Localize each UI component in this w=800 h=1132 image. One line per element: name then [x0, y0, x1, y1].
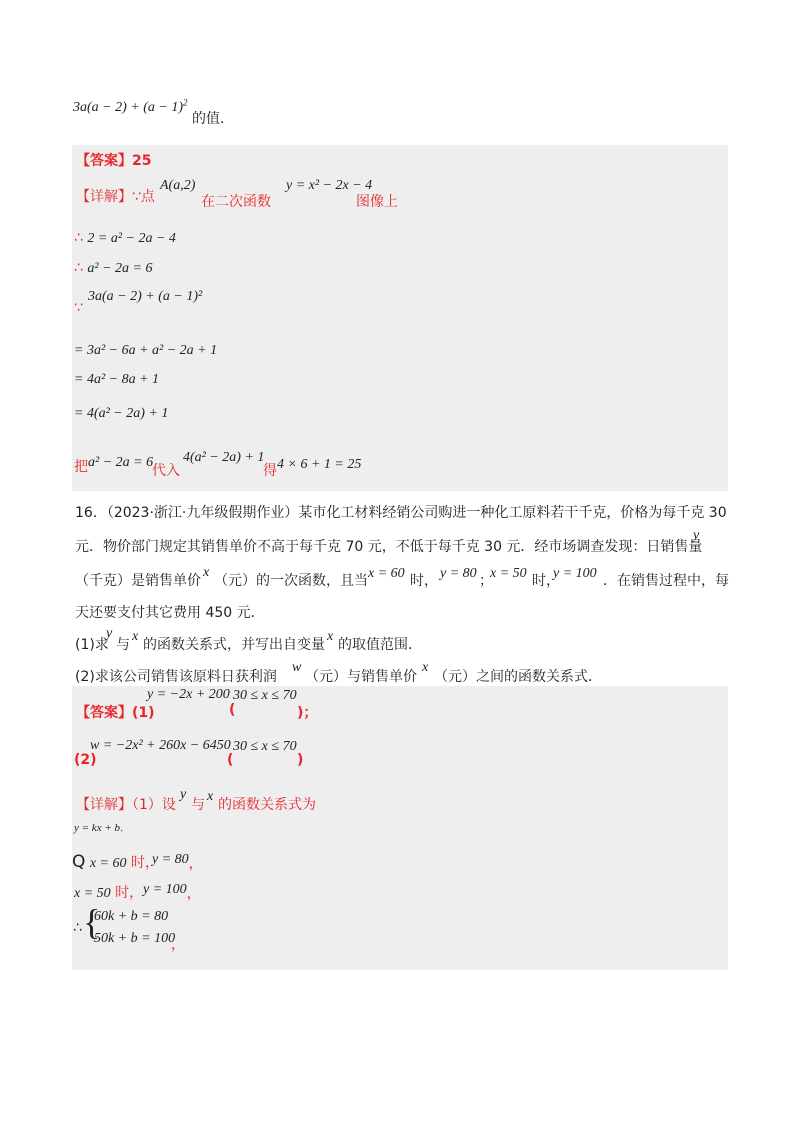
system-eq-1: 60k + b = 80 — [94, 909, 169, 924]
step-3-expr: 3a(a − 2) + (a − 1)² — [88, 289, 203, 304]
cond-line-2-y — [143, 878, 201, 902]
q1-x2: x — [327, 629, 334, 644]
answer-range-2: 30 ≤ x ≤ 70 — [233, 739, 297, 754]
q2-b: （元）与销售单价 — [305, 669, 417, 685]
cond-x60: x = 60 — [368, 566, 405, 581]
cond-1-time: 时， — [130, 855, 159, 871]
problem16-line1: 16．（2023·浙江·九年级假期作业）某市化工材料经销公司购进一种化工原料若干千克，价格为每千克 30 — [75, 505, 727, 521]
linear-form-line — [74, 819, 131, 835]
answer-lparen-1: ( — [229, 702, 236, 718]
linear-form-dot: ． — [120, 821, 131, 834]
sub-expr: 4(a² − 2a) + 1 — [183, 450, 265, 465]
sub-result: 4 × 6 + 1 = 25 — [277, 457, 362, 472]
linear-form: y = kx + b — [74, 822, 120, 834]
answer-label-2b: (2) — [74, 752, 97, 768]
var-x: x — [203, 565, 210, 580]
question-1 — [75, 634, 109, 654]
cond-line-1-y — [152, 848, 203, 872]
detail-end-1: 图像上 — [356, 194, 398, 210]
cond-y100: y = 100 — [553, 566, 597, 581]
line3-f: ．在销售过程中，每 — [603, 573, 729, 589]
therefore-2: ∴ — [73, 920, 82, 936]
q1-d: 的取值范围． — [338, 637, 422, 653]
answer-eq-1: y = −2x + 200 — [147, 687, 230, 702]
answer-label-2: 【答案】(1) — [76, 705, 155, 721]
q2-x: x — [422, 660, 429, 675]
sub-eq: a² − 2a = 6 — [88, 455, 154, 470]
cond-line-1 — [72, 852, 159, 872]
question-2 — [75, 666, 277, 686]
cond-2-comma: ， — [186, 886, 201, 902]
step-5-expr: = 4a² − 8a + 1 — [74, 372, 160, 387]
therefore-symbol: ∴ — [74, 230, 83, 246]
answer-rparen-1: )； — [297, 705, 318, 721]
cond-line-2 — [74, 882, 143, 902]
answer-label-1: 【答案】25 — [76, 153, 152, 169]
line3-b: （元）的一次函数，且当 — [214, 573, 368, 589]
step-2 — [74, 260, 152, 277]
intro-tail: 的值. — [191, 111, 225, 127]
detail-line-1 — [76, 186, 155, 206]
line3-a: （千克）是销售单价 — [75, 573, 201, 589]
system-eq-2: 50k + b = 100 — [94, 931, 176, 946]
problem16-line4: 天还要支付其它费用 450 元． — [75, 605, 265, 621]
intro-line — [73, 96, 225, 127]
step-6-expr: = 4(a² − 2a) + 1 — [74, 406, 169, 421]
q1-b: 与 — [116, 637, 130, 653]
quadratic-function: y = x² − 2x − 4 — [286, 178, 373, 193]
q2-w: w — [292, 660, 302, 675]
answer-box-2 — [72, 686, 728, 970]
detail-y: y — [180, 787, 187, 802]
problem16-line2: 元．物价部门规定其销售单价不高于每千克 70 元，不低于每千克 30 元．经市场调查发现：日销售量 — [75, 539, 703, 555]
because-symbol: ∵ — [74, 300, 83, 316]
answer-range-1: 30 ≤ x ≤ 70 — [233, 688, 297, 703]
q1-y: y — [106, 626, 113, 641]
step-1-expr: 2 = a² − 2a − 4 — [87, 231, 176, 246]
cond-2-time: 时， — [115, 885, 144, 901]
q1-a: (1)求 — [75, 637, 109, 653]
detail-label-2: 【详解】（1）设 — [76, 797, 176, 813]
sub-mid: 代入 — [152, 463, 180, 479]
substitution-line — [74, 456, 88, 476]
step-2-expr: a² − 2a = 6 — [87, 261, 153, 276]
system-comma: ， — [171, 937, 185, 953]
cond-1-comma: ， — [188, 856, 203, 872]
detail-mid-2: 与 — [191, 797, 205, 813]
step-1 — [74, 230, 176, 247]
cond-1-y: y = 80 — [152, 852, 189, 867]
detail-x: x — [207, 789, 214, 804]
line3-e: 时， — [532, 573, 560, 589]
point-a: A(a,2) — [160, 178, 196, 193]
cond-x50: x = 50 — [490, 566, 527, 581]
detail-label-1: 【详解】∵点 — [76, 189, 155, 205]
sub-pre: 把 — [74, 459, 88, 475]
answer-box-1 — [72, 145, 728, 491]
since-symbol: Q — [72, 852, 86, 872]
line3-d: ； — [479, 573, 493, 589]
cond-1-x: x = 60 — [89, 856, 127, 871]
cond-2-y: y = 100 — [143, 882, 187, 897]
var-y: y — [693, 528, 700, 543]
therefore-symbol: ∴ — [74, 260, 83, 276]
intro-exponent: 2 — [183, 97, 188, 108]
q2-c: （元）之间的函数关系式． — [434, 669, 602, 685]
answer-rparen-2: ) — [297, 752, 304, 768]
sub-get: 得 — [263, 463, 277, 479]
cond-2-x: x = 50 — [74, 886, 111, 901]
answer-eq-2: w = −2x² + 260x − 6450 — [90, 738, 231, 753]
answer-lparen-2: ( — [227, 752, 234, 768]
step-4-expr: = 3a² − 6a + a² − 2a + 1 — [74, 343, 218, 358]
q1-c: 的函数关系式，并写出自变量 — [143, 637, 325, 653]
detail-mid-1: 在二次函数 — [201, 194, 271, 210]
intro-expression: 3a(a − 2) + (a − 1) — [73, 100, 183, 115]
q1-x: x — [132, 629, 139, 644]
problem16-line3 — [75, 570, 201, 590]
detail-end-2: 的函数关系式为 — [218, 797, 316, 813]
system-brace: { — [83, 902, 101, 942]
q2-a: (2)求该公司销售该原料日获利润 — [75, 669, 277, 685]
cond-y80: y = 80 — [440, 566, 477, 581]
line3-c: 时， — [410, 573, 438, 589]
